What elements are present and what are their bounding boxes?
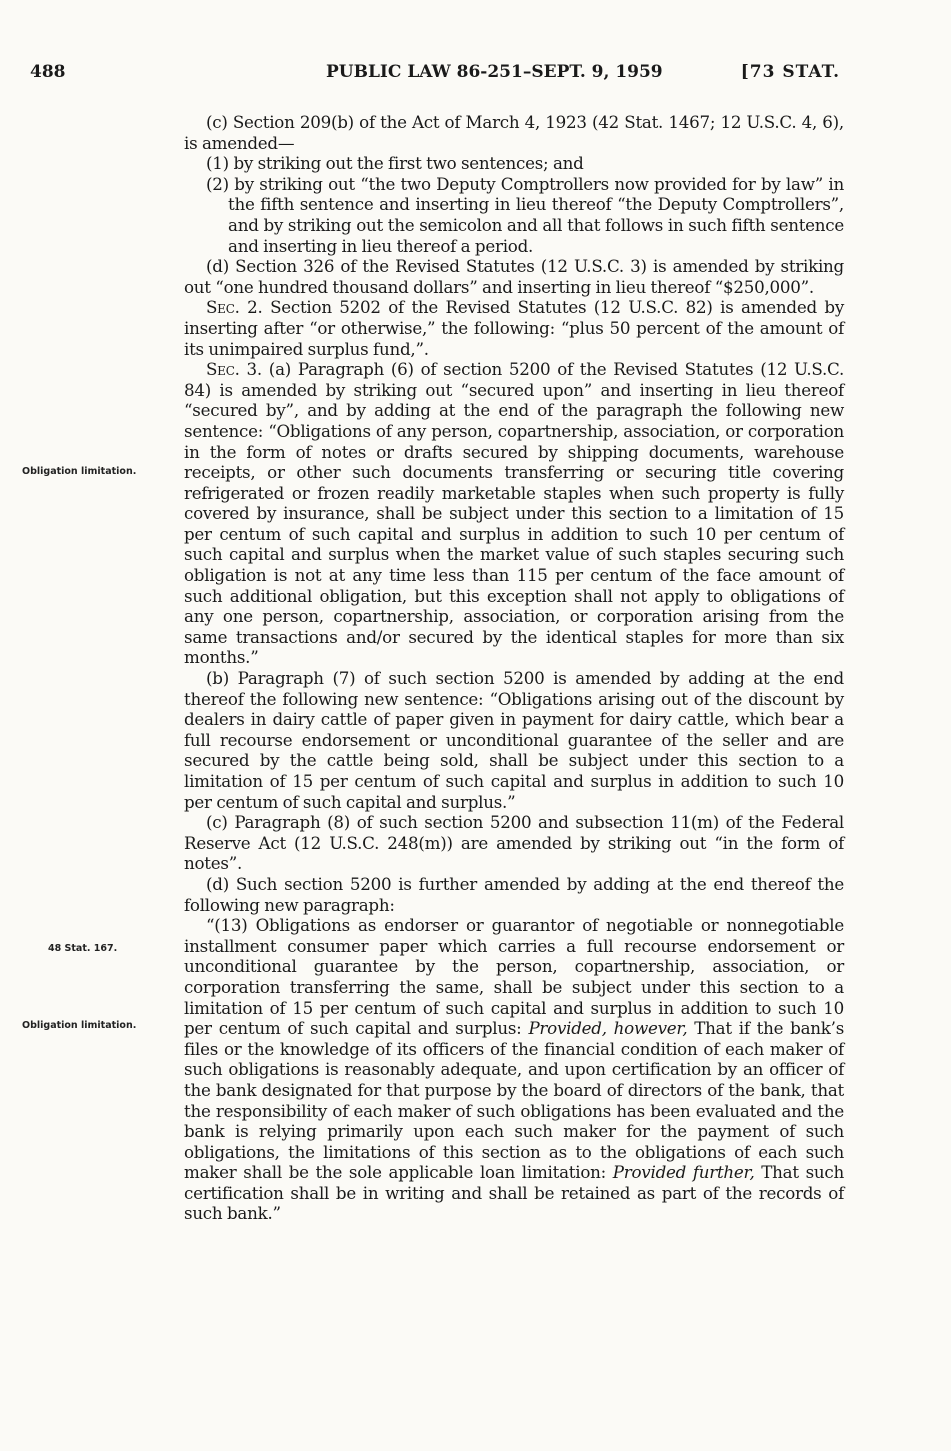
paragraph-sec-2: Sec. 2. Section 5202 of the Revised Statutes (12 U.S.C. 82) is amended by inserting after “or otherwise,” the following: “plus 50 percent of the amount of its unimpaired surplus fund,”. [184, 297, 844, 359]
margin-note-obligation-limitation-2: Obligation limitation. [22, 1020, 137, 1031]
paragraph-section-326: (d) Section 326 of the Revised Statutes (12 U.S.C. 3) is amended by striking out “one hundred thousand dollars” and inserting in lieu thereof “$250,000”. [184, 256, 844, 297]
sec-3-label: Sec. 3. [206, 359, 262, 380]
paragraph-section-209b: (c) Section 209(b) of the Act of March 4, 1923 (42 Stat. 1467; 12 U.S.C. 4, 6), is amended— [184, 112, 844, 153]
page-header [30, 62, 840, 90]
margin-note-48-stat: 48 Stat. 167. [48, 943, 118, 954]
paragraph-item-13: “(13) Obligations as endorser or guarantor of negotiable or nonnegotiable installment consumer paper which carries a full recourse endorsement or unconditional guarantee by the person, copartnership, association, or corporation transferring the same, shall be subject under this section to a limitation of 15 per centum of such capital and surplus in addition to such 10 per centum of such capital and surplus: Provided, however, That if the bank’s files or the knowledge of its officers of the financial condition of each maker of such obligations is reasonably adequate, and upon certification by an officer of the bank designated for that purpose by the board of directors of the bank, that the responsibility of each maker of such obligations has been evaluated and the bank is relying primarily upon each such maker for the payment of such obligations, the limitations of this section as to the obligations of each such maker shall be the sole applicable loan limitation: Provided further, That such certification shall be in writing and shall be retained as part of the records of such bank.” [184, 915, 845, 1224]
paragraph-sec-3d: (d) Such section 5200 is further amended by adding at the end thereof the following new paragraph: [184, 873, 844, 915]
paragraph-item-2: (2) by striking out “the two Deputy Comptrollers now provided for by law” in the fifth sentence and inserting in lieu thereof “the Deputy Comptrollers”, and by striking out the semicolon and all that follows in such fifth sentence and inserting in lieu thereof a period. [206, 173, 844, 256]
sec-2-label: Sec. 2. [206, 297, 263, 318]
paragraph-sec-3b: (b) Paragraph (7) of such section 5200 is amended by adding at the end thereof the following new sentence: “Obligations arising out of the discount by dealers in dairy cattle of paper given in payment for dairy cattle, which bear a full recourse endorsement or unconditional guarantee of the seller and are secured by the cattle being sold, shall be subject under this section to a limitation of 15 per centum of such capital and surplus in addition to such 10 per centum of such capital and surplus.” [184, 668, 844, 812]
running-title: PUBLIC LAW 86-251–SEPT. 9, 1959 [326, 62, 663, 82]
body-text [184, 112, 844, 1224]
paragraph-item-1: (1) by striking out the first two sentences; and [206, 153, 584, 174]
paragraph-sec-3a: Sec. 3. (a) Paragraph (6) of section 5200 of the Revised Statutes (12 U.S.C. 84) is amended by striking out “secured upon” and inserting in lieu thereof “secured by”, and by adding at the end of the paragraph the following new sentence: “Obligations of any person, copartnership, association, or corporation in the form of notes or drafts secured by shipping documents, warehouse receipts, or other such documents transferring or securing title covering refrigerated or frozen readily marketable staples when such property is fully covered by insurance, shall be subject under this section to a limitation of 15 per centum of such capital and surplus in addition to such 10 per centum of such capital and surplus when the market value of such staples securing such obligation is not at any time less than 115 per centum of the face amount of such additional obligation, but this exception shall not apply to obligations of any one person, copartnership, association, or corporation arising from the same transactions and/or secured by the identical staples for more than six months.” [184, 359, 844, 668]
paragraph-sec-3c: (c) Paragraph (8) of such section 5200 and subsection 11(m) of the Federal Reserve Act (12 U.S.C. 248(m)) are amended by striking out “in the form of notes”. [184, 812, 844, 874]
margin-note-obligation-limitation: Obligation limitation. [22, 466, 137, 477]
statute-reference: [73 STAT. [740, 62, 840, 82]
page-number: 488 [30, 62, 66, 82]
